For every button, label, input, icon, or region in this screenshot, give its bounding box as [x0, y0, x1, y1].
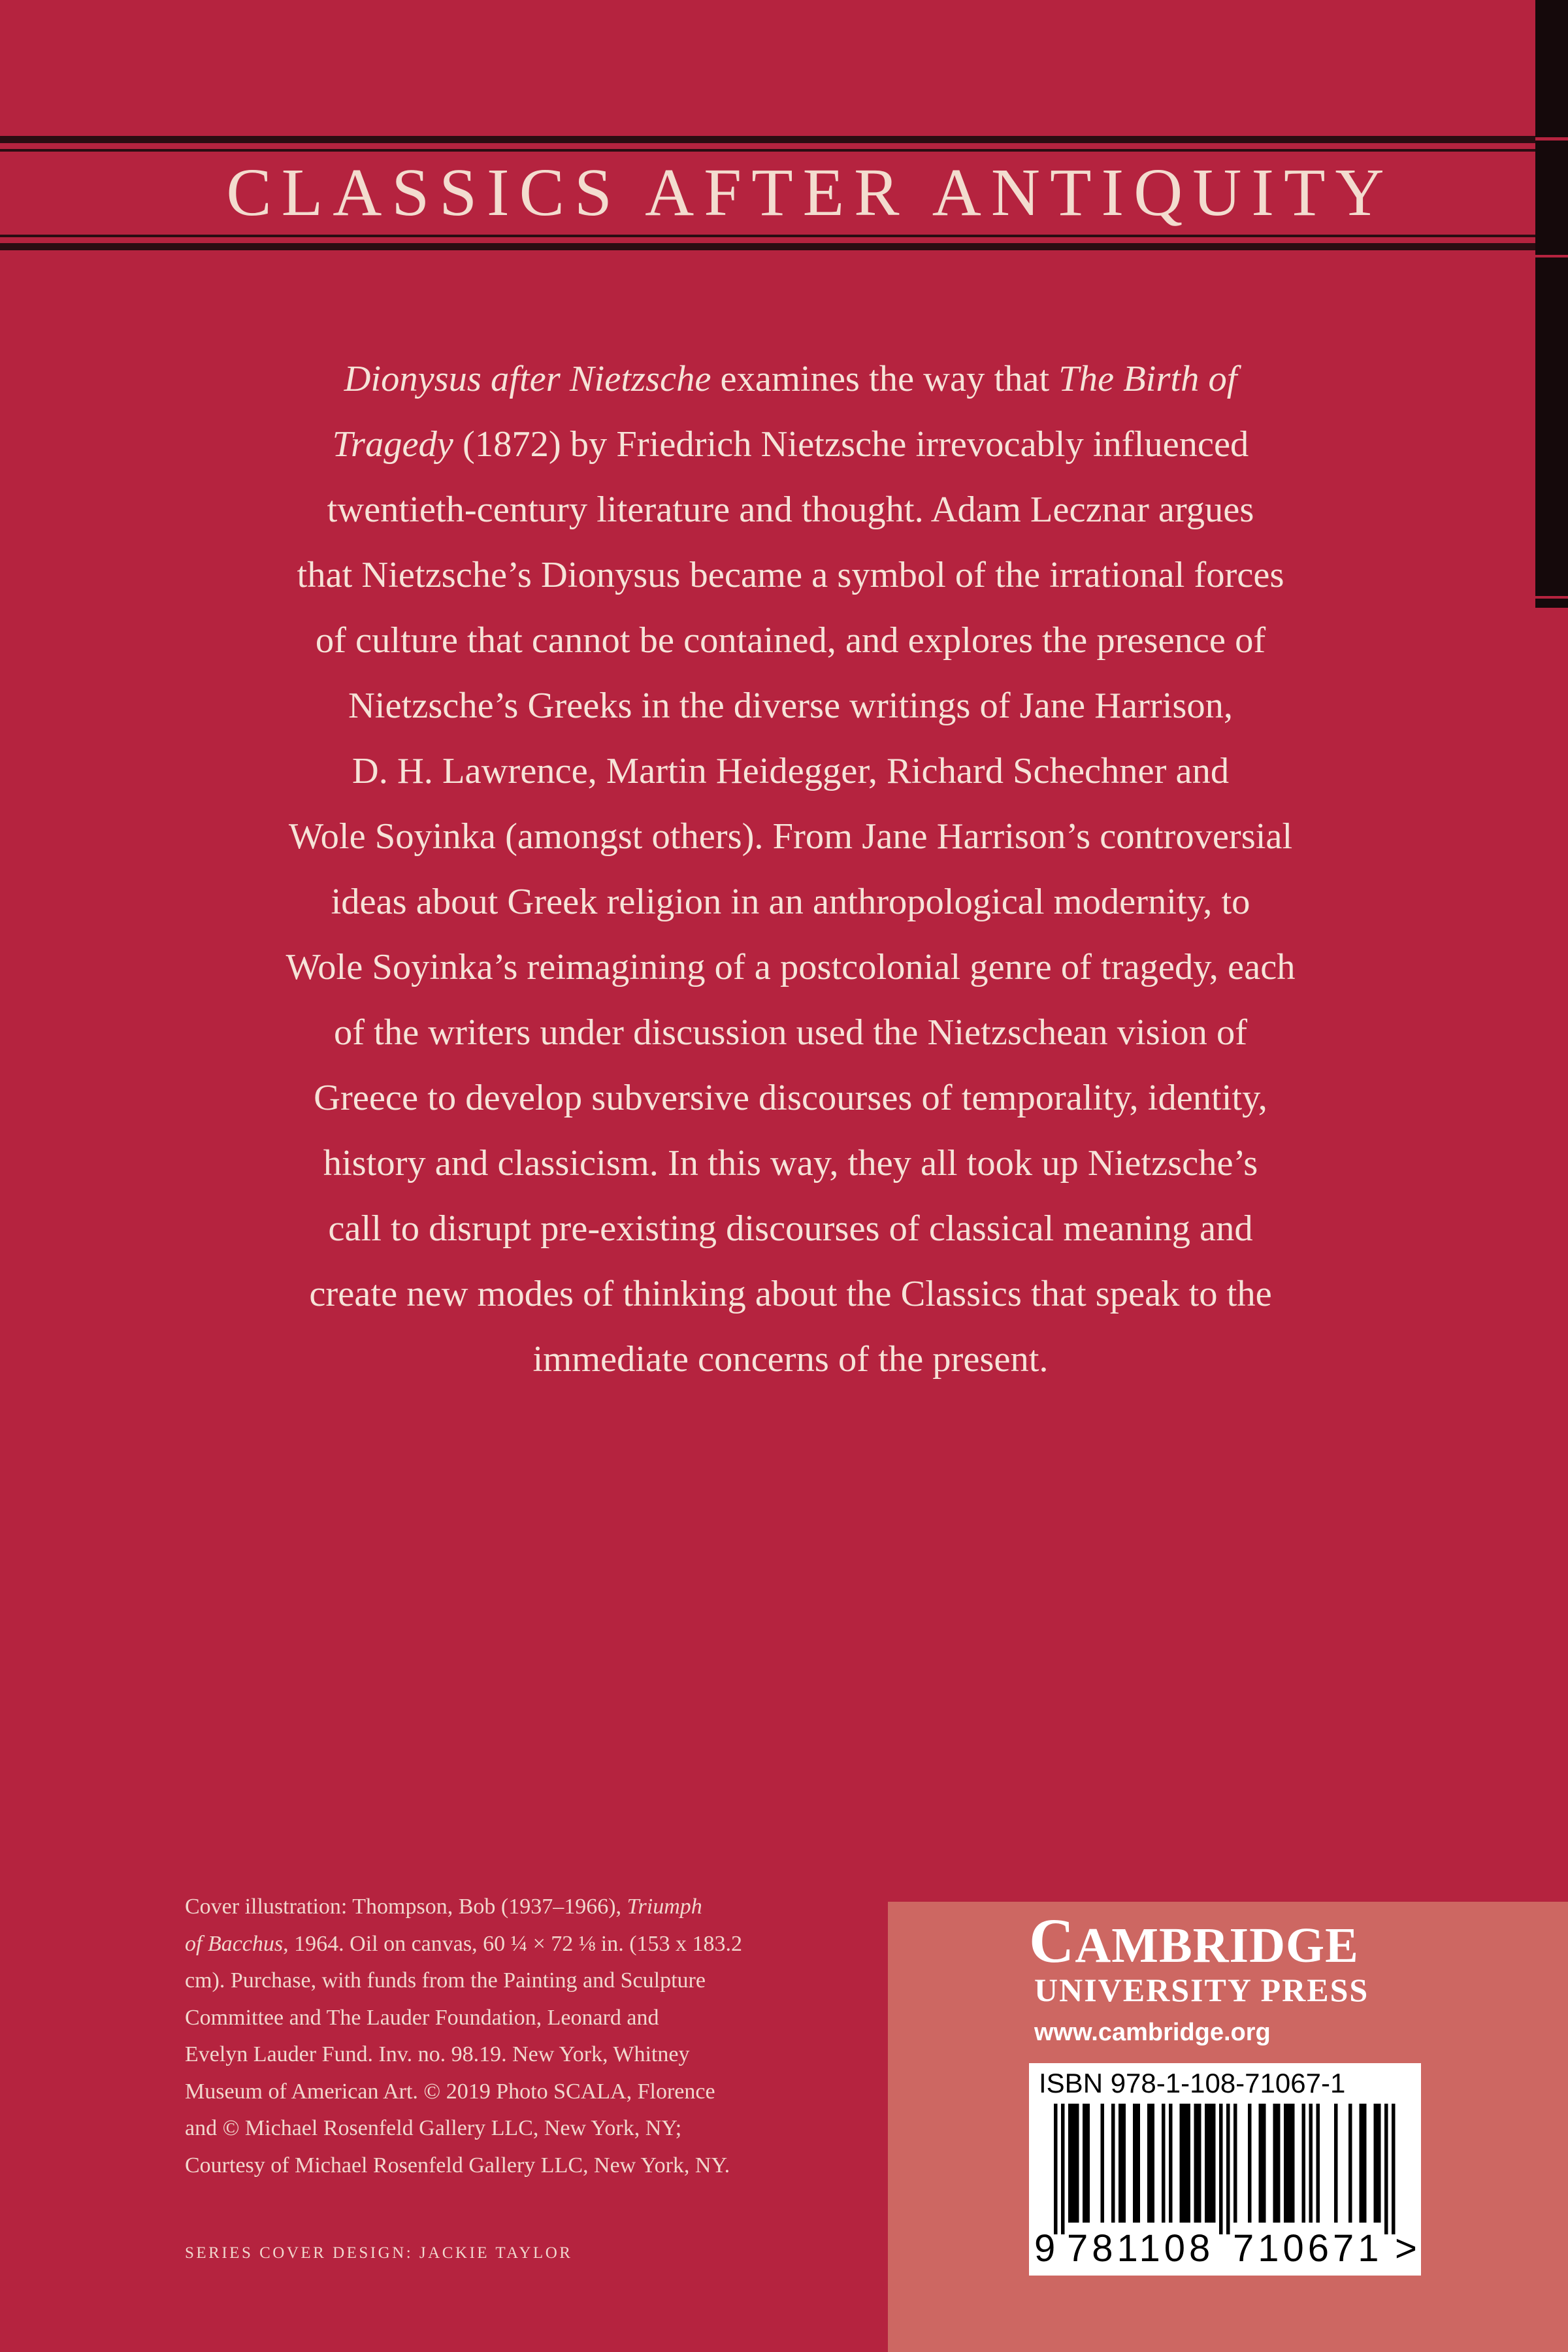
barcode-bar [1137, 2104, 1141, 2223]
barcode-lead-digit: 9 [1034, 2227, 1056, 2270]
barcode-bar [1360, 2104, 1364, 2223]
barcode-bar [1194, 2104, 1198, 2223]
barcode-bar [1277, 2104, 1281, 2223]
barcode-bar [1072, 2104, 1076, 2223]
description-line [163, 804, 1418, 869]
text-run: call to disrupt pre-existing discourses of classical meaning and [328, 1208, 1253, 1249]
barcode-bar [1248, 2104, 1252, 2223]
barcode-guard-bar [1384, 2104, 1388, 2234]
text-run: twentieth-century literature and thought. Adam Lecznar argues [327, 489, 1254, 530]
description-line [163, 1261, 1418, 1327]
barcode-guard-bar [1392, 2104, 1396, 2234]
text-run: cm). Purchase, with funds from the Painting and Sculpture [185, 1968, 706, 1993]
barcode-bar [1273, 2104, 1277, 2223]
spine-stripe [1535, 137, 1568, 141]
text-run: that Nietzsche’s Dionysus became a symbol of the irrational forces [297, 555, 1284, 595]
barcode-quiet-zone-mark: > [1395, 2227, 1417, 2270]
series-title: CLASSICS AFTER ANTIQUITY [226, 155, 1394, 230]
barcode-bar [1288, 2104, 1292, 2223]
barcode-bar [1209, 2104, 1213, 2223]
description-line [163, 1000, 1418, 1065]
description-line [163, 542, 1418, 608]
publisher-subline: UNIVERSITY PRESS [1034, 1972, 1369, 2008]
publisher-url: www.cambridge.org [1034, 2019, 1271, 2046]
italic-title-text: Dionysus after Nietzsche [344, 359, 711, 399]
barcode-bar [1075, 2104, 1079, 2223]
description-line [163, 477, 1418, 542]
barcode-bar [1083, 2104, 1086, 2223]
text-run: history and classicism. In this way, they all took up Nietzsche’s [323, 1143, 1258, 1184]
text-run: of the writers under discussion used the Nietzschean vision of [333, 1012, 1248, 1053]
text-run: Committee and The Lauder Foundation, Leonard and [185, 2005, 659, 2030]
description-line [163, 935, 1418, 1000]
text-run: , 1964. Oil on canvas, 60 ¼ × 72 ⅛ in. (153 x 183.2 [283, 1931, 743, 1956]
text-run: D. H. Lawrence, Martin Heidegger, Richard Schechner and [351, 751, 1230, 791]
barcode-bar [1169, 2104, 1173, 2223]
description-line [163, 1131, 1418, 1196]
credit-line [185, 2110, 877, 2147]
description-line [163, 1065, 1418, 1131]
barcode-bar [1119, 2104, 1122, 2223]
barcode-bar [1374, 2104, 1378, 2223]
barcode-bar [1309, 2104, 1313, 2223]
description-line [163, 738, 1418, 804]
credit-line [185, 2036, 877, 2074]
publisher-name-rest: AMBRIDGE [1075, 1918, 1359, 1973]
barcode-bar [1198, 2104, 1201, 2223]
isbn-barcode [1029, 2063, 1421, 2276]
text-run: create new modes of thinking about the Classics that speak to the [309, 1274, 1272, 1314]
barcode-bar [1291, 2104, 1295, 2223]
barcode-bar [1205, 2104, 1209, 2223]
spine-edge-strip [1535, 0, 1568, 608]
text-run: Wole Soyinka’s reimagining of a postcolonial genre of tragedy, each [286, 947, 1296, 987]
barcode-guard-bar [1219, 2104, 1223, 2234]
text-run: Courtesy of Michael Rosenfeld Gallery LLC, New York, NY. [185, 2153, 730, 2178]
description-line [163, 412, 1418, 477]
spine-stripe [1535, 596, 1568, 599]
barcode-bar [1122, 2104, 1126, 2223]
text-run: Greece to develop subversive discourses of temporality, identity, [314, 1078, 1267, 1118]
barcode-bar [1284, 2104, 1288, 2223]
barcode-bar [1111, 2104, 1115, 2223]
barcode-bar [1183, 2104, 1187, 2223]
barcode-bar [1302, 2104, 1306, 2223]
barcode-bar [1101, 2104, 1105, 2223]
description-line [163, 346, 1418, 412]
barcode-bar [1262, 2104, 1266, 2223]
barcode-right-digits: 710671 [1233, 2227, 1383, 2270]
publisher-name [1029, 1906, 1359, 1976]
barcode-left-digits: 781108 [1067, 2227, 1215, 2270]
barcode-guard-bar [1054, 2104, 1058, 2234]
text-run: immediate concerns of the present. [532, 1339, 1049, 1380]
italic-title-text: Tragedy [332, 424, 453, 465]
description-line [163, 608, 1418, 673]
italic-title-text: of Bacchus [185, 1931, 284, 1956]
publisher-name-initial: C [1029, 1906, 1075, 1976]
barcode-digits [1029, 2227, 1421, 2272]
header-rule-top-thin [0, 149, 1535, 152]
barcode-bar [1180, 2104, 1184, 2223]
text-run: Cover illustration: Thompson, Bob (1937–1966), [185, 1895, 627, 1919]
italic-title-text: The Birth of [1058, 359, 1237, 399]
description-line [163, 1327, 1418, 1392]
description-line [163, 869, 1418, 935]
barcode-bar [1363, 2104, 1367, 2223]
credit-line [185, 2000, 877, 2037]
barcode-bar [1133, 2104, 1137, 2223]
credit-line [185, 2147, 877, 2185]
barcode-bar [1086, 2104, 1090, 2223]
text-run: and © Michael Rosenfeld Gallery LLC, New York, NY; [185, 2116, 682, 2140]
header-rule-bottom-thick [0, 243, 1535, 250]
text-run: Museum of American Art. © 2019 Photo SCALA, Florence [185, 2079, 715, 2104]
text-run: (1872) by Friedrich Nietzsche irrevocably influenced [453, 424, 1249, 465]
barcode-bar [1233, 2104, 1237, 2223]
barcode-bar [1162, 2104, 1166, 2223]
barcode-bars [1054, 2104, 1397, 2234]
text-run: Nietzsche’s Greeks in the diverse writings of Jane Harrison, [348, 686, 1233, 726]
isbn-label: ISBN 978-1-108-71067-1 [1039, 2068, 1346, 2098]
italic-title-text: Triumph [627, 1895, 702, 1919]
barcode-bar [1212, 2104, 1216, 2223]
credit-line [185, 1963, 877, 2000]
cover-illustration-credit [185, 1889, 877, 2184]
barcode-bar [1334, 2104, 1338, 2223]
header-rule-bottom-thin [0, 235, 1535, 237]
credit-line [185, 2074, 877, 2111]
barcode-bar [1068, 2104, 1072, 2223]
spine-stripe [1535, 255, 1568, 257]
barcode-bar [1151, 2104, 1155, 2223]
description-line [163, 673, 1418, 738]
text-run: ideas about Greek religion in an anthropological modernity, to [331, 882, 1250, 922]
text-run: Evelyn Lauder Fund. Inv. no. 98.19. New York, Whitney [185, 2042, 690, 2066]
barcode-bar [1259, 2104, 1263, 2223]
barcode-guard-bar [1061, 2104, 1065, 2234]
barcode-bar [1147, 2104, 1151, 2223]
text-run: Wole Soyinka (amongst others). From Jane Harrison’s controversial [288, 816, 1293, 857]
text-run: of culture that cannot be contained, and explores the presence of [315, 620, 1266, 661]
credit-line [185, 1926, 877, 1963]
description-line [163, 1196, 1418, 1261]
barcode-bar [1377, 2104, 1381, 2223]
book-description [163, 346, 1418, 1392]
text-run: examines the way that [711, 359, 1059, 399]
credit-line [185, 1889, 877, 1926]
barcode-bar [1187, 2104, 1191, 2223]
header-rule-top-thick [0, 136, 1535, 143]
series-cover-design-credit: SERIES COVER DESIGN: JACKIE TAYLOR [185, 2244, 573, 2262]
barcode-bar [1316, 2104, 1320, 2223]
barcode-bar [1348, 2104, 1352, 2223]
barcode-guard-bar [1226, 2104, 1230, 2234]
